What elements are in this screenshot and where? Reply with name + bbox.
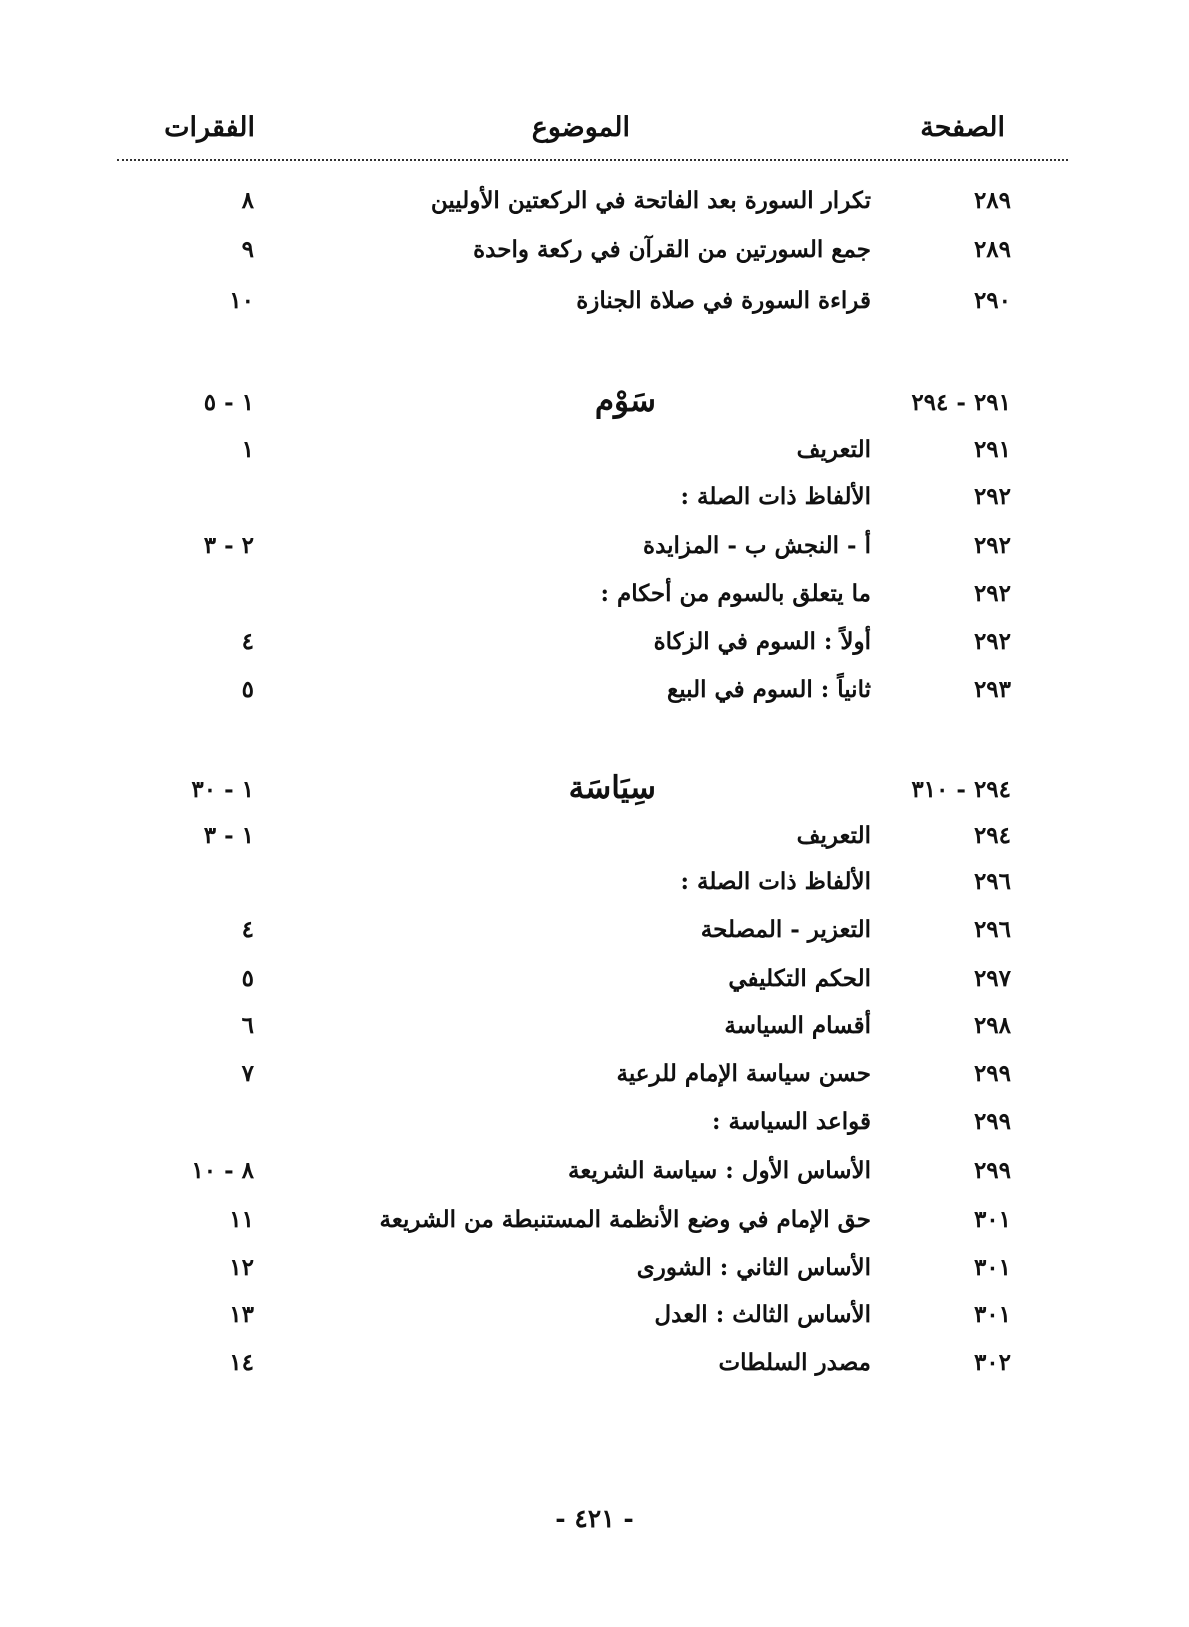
topic-cell: التعريف — [796, 436, 871, 463]
index-row — [0, 864, 1189, 910]
paragraphs-cell: ١٢ — [229, 1254, 254, 1281]
page-number-cell: ٢٩٠ — [973, 287, 1011, 314]
index-row — [0, 912, 1189, 958]
topic-cell: تكرار السورة بعد الفاتحة في الركعتين الأوليين — [430, 187, 871, 214]
page-number-cell: ٢٩٢ — [973, 483, 1011, 510]
page-number-cell: ٢٩٩ — [973, 1060, 1011, 1087]
page-number-cell: ٢٩٩ — [973, 1157, 1011, 1184]
page-number-cell: ٢٨٩ — [973, 236, 1011, 263]
paragraphs-cell: ٨ - ١٠ — [191, 1157, 254, 1184]
page-number-cell: ٣٠٢ — [973, 1349, 1011, 1376]
topic-cell: مصدر السلطات — [718, 1349, 871, 1376]
topic-cell: الأساس الثالث : العدل — [654, 1301, 871, 1328]
topic-cell: سَوْم — [594, 383, 656, 419]
index-row — [0, 1202, 1189, 1248]
topic-cell: ما يتعلق بالسوم من أحكام : — [600, 580, 871, 607]
index-row — [0, 1104, 1189, 1150]
index-row — [0, 1008, 1189, 1054]
page-number-cell: ٢٩٦ — [973, 868, 1011, 895]
paragraphs-cell: ١٣ — [229, 1301, 254, 1328]
topic-cell: الألفاظ ذات الصلة : — [680, 868, 871, 895]
header-dotted-divider — [117, 159, 1068, 161]
page-number-cell: ٣٠١ — [973, 1301, 1011, 1328]
topic-cell: سِيَاسَة — [568, 770, 656, 806]
index-row — [0, 624, 1189, 670]
paragraphs-cell: ١١ — [229, 1206, 254, 1233]
index-row — [0, 183, 1189, 229]
page-column-header: الصفحة — [920, 112, 1005, 143]
topic-cell: التعريف — [796, 822, 871, 849]
section-heading-row — [0, 772, 1189, 818]
topic-cell: ثانياً : السوم في البيع — [666, 676, 871, 703]
page-number-cell: ٢٩٤ - ٣١٠ — [911, 776, 1011, 803]
topic-cell: الألفاظ ذات الصلة : — [680, 483, 871, 510]
index-row — [0, 432, 1189, 478]
index-row — [0, 672, 1189, 718]
paragraphs-cell: ١ - ٥ — [203, 389, 254, 416]
index-row — [0, 232, 1189, 278]
topic-column-header: الموضوع — [531, 112, 630, 143]
index-row — [0, 528, 1189, 574]
page-number-cell: ٢٩٨ — [973, 1012, 1011, 1039]
paragraphs-cell: ١ - ٣ — [203, 822, 254, 849]
page-number-cell: ٢٩١ - ٢٩٤ — [911, 389, 1011, 416]
page-number-cell: ٢٩٦ — [973, 916, 1011, 943]
index-row — [0, 961, 1189, 1007]
index-row — [0, 1153, 1189, 1199]
topic-cell: أ - النجش ب - المزايدة — [643, 532, 871, 559]
page-number-cell: ٢٩٢ — [973, 628, 1011, 655]
topic-cell: التعزير - المصلحة — [700, 916, 871, 943]
paragraphs-cell: ٥ — [241, 965, 254, 992]
paragraphs-cell: ٥ — [241, 676, 254, 703]
paragraphs-cell: ٤ — [241, 916, 254, 943]
index-row — [0, 1250, 1189, 1296]
paragraphs-cell: ٢ - ٣ — [203, 532, 254, 559]
topic-cell: قواعد السياسة : — [711, 1108, 871, 1135]
paragraphs-cell: ١٠ — [229, 287, 254, 314]
page-number-cell: ٢٨٩ — [973, 187, 1011, 214]
paragraphs-cell: ٨ — [241, 187, 254, 214]
page-number-cell: ٢٩٢ — [973, 532, 1011, 559]
page-number-cell: ٢٩٩ — [973, 1108, 1011, 1135]
topic-cell: أقسام السياسة — [724, 1012, 871, 1039]
page-number: - ٤٢١ - — [555, 1504, 634, 1533]
index-row — [0, 1297, 1189, 1343]
topic-cell: قراءة السورة في صلاة الجنازة — [576, 287, 871, 314]
page-number-cell: ٢٩٤ — [973, 822, 1011, 849]
section-heading-row — [0, 385, 1189, 431]
index-row — [0, 818, 1189, 864]
page-number-cell: ٣٠١ — [973, 1206, 1011, 1233]
paragraphs-cell: ١ — [241, 436, 254, 463]
topic-cell: أولاً : السوم في الزكاة — [653, 628, 871, 655]
paragraphs-cell: ١ - ٣٠ — [191, 776, 254, 803]
topic-cell: الحكم التكليفي — [728, 965, 871, 992]
page-number-cell: ٢٩١ — [973, 436, 1011, 463]
paragraphs-cell: ٤ — [241, 628, 254, 655]
index-row — [0, 479, 1189, 525]
index-row — [0, 1056, 1189, 1102]
table-header — [110, 112, 1070, 160]
page-number-cell: ٢٩٧ — [973, 965, 1011, 992]
topic-cell: جمع السورتين من القرآن في ركعة واحدة — [473, 236, 871, 263]
page-number-cell: ٢٩٢ — [973, 580, 1011, 607]
topic-cell: الأساس الأول : سياسة الشريعة — [568, 1157, 871, 1184]
paragraphs-cell: ١٤ — [229, 1349, 254, 1376]
paragraphs-cell: ٧ — [241, 1060, 254, 1087]
page-number-cell: ٣٠١ — [973, 1254, 1011, 1281]
index-row — [0, 283, 1189, 329]
topic-cell: حق الإمام في وضع الأنظمة المستنبطة من الشريعة — [379, 1206, 871, 1233]
topic-cell: الأساس الثاني : الشورى — [636, 1254, 871, 1281]
index-row — [0, 1345, 1189, 1391]
paragraphs-cell: ٦ — [241, 1012, 254, 1039]
paragraphs-cell: ٩ — [241, 236, 254, 263]
paragraphs-column-header: الفقرات — [164, 112, 255, 143]
topic-cell: حسن سياسة الإمام للرعية — [616, 1060, 871, 1087]
page-number-cell: ٢٩٣ — [973, 676, 1011, 703]
index-row — [0, 576, 1189, 622]
